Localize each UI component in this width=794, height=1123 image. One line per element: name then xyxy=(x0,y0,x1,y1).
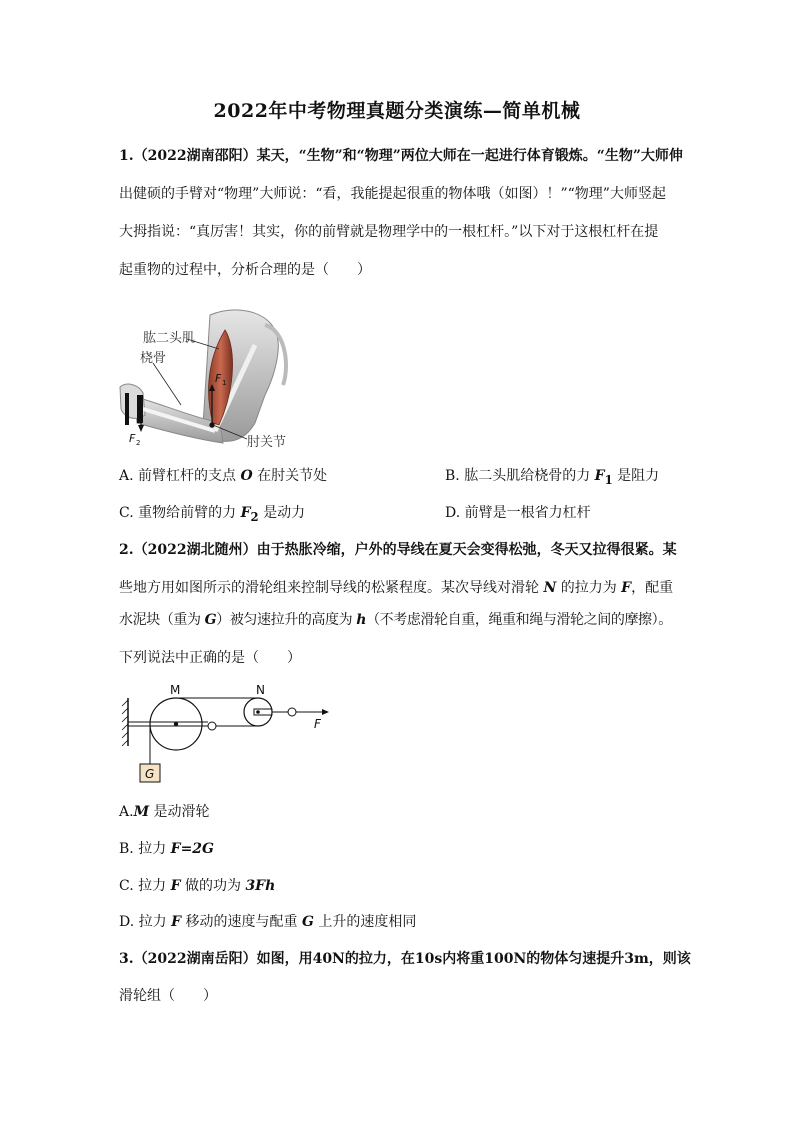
page-title: 2022年中考物理真题分类演练—简单机械 xyxy=(213,100,581,122)
label-f2: F xyxy=(129,432,136,445)
q1-option-d: D. 前臂是一根省力杠杆 xyxy=(445,505,591,521)
arm-lever-figure xyxy=(115,305,315,455)
label-n: N xyxy=(256,683,265,697)
q1-line-1: 1.（2022湖南邵阳）某天，“生物”和“物理”两位大师在一起进行体育锻炼。“生物”大师伸 xyxy=(119,148,683,164)
q1-line-3: 大拇指说：“真厉害！其实，你的前臂就是物理学中的一根杠杆。”以下对于这根杠杆在提 xyxy=(119,224,659,240)
label-f1: F xyxy=(215,372,222,385)
q2-line-4: 下列说法中正确的是（ ） xyxy=(119,650,301,666)
q1-option-b: B. 肱二头肌给桡骨的力 $F_1$ 是阻力 xyxy=(445,468,660,487)
q2-option-a: A.M 是动滑轮 xyxy=(119,804,210,820)
label-f1-sub: 1 xyxy=(222,379,227,387)
q2-line-2: 些地方用如图所示的滑轮组来控制导线的松紧程度。某次导线对滑轮 N 的拉力为 F，配重 xyxy=(119,580,674,596)
q1-line-4: 起重物的过程中，分析合理的是（ ） xyxy=(119,262,371,278)
label-f: F xyxy=(314,717,321,731)
q2-line-1: 2.（2022湖北随州）由于热胀冷缩，户外的导线在夏天会变得松弛，冬天又拉得很紧。某 xyxy=(119,542,677,558)
label-elbow: 肘关节 xyxy=(247,435,287,450)
label-radius: 桡骨 xyxy=(140,351,167,366)
q2-line-3: 水泥块（重为 G）被匀速拉升的高度为 h（不考虑滑轮自重，绳重和绳与滑轮之间的摩擦）。 xyxy=(119,612,672,628)
label-m: M xyxy=(170,683,181,697)
q2-option-d: D. 拉力 F 移动的速度与配重 G 上升的速度相同 xyxy=(119,914,417,930)
q1-option-a: A. 前臂杠杆的支点 O 在肘关节处 xyxy=(119,468,328,484)
q2-option-b: B. 拉力 F=2G xyxy=(119,841,215,857)
q3-line-1: 3.（2022湖南岳阳）如图，用40N的拉力，在10s内将重100N的物体匀速提升3m，则该 xyxy=(119,951,691,967)
label-f2-sub: 2 xyxy=(136,439,141,447)
label-g: G xyxy=(145,767,155,781)
q1-option-c: C. 重物给前臂的力 $F_2$ 是动力 xyxy=(119,505,306,524)
label-biceps: 肱二头肌 xyxy=(143,331,196,346)
q1-line-2: 出健硕的手臂对“物理”大师说：“看，我能提起很重的物体哦（如图）！”“物理”大师竖起 xyxy=(119,186,666,202)
pulley-figure xyxy=(120,682,340,786)
q2-option-c: C. 拉力 F 做的功为 3Fh xyxy=(119,878,276,894)
q3-line-2: 滑轮组（ ） xyxy=(119,988,217,1004)
